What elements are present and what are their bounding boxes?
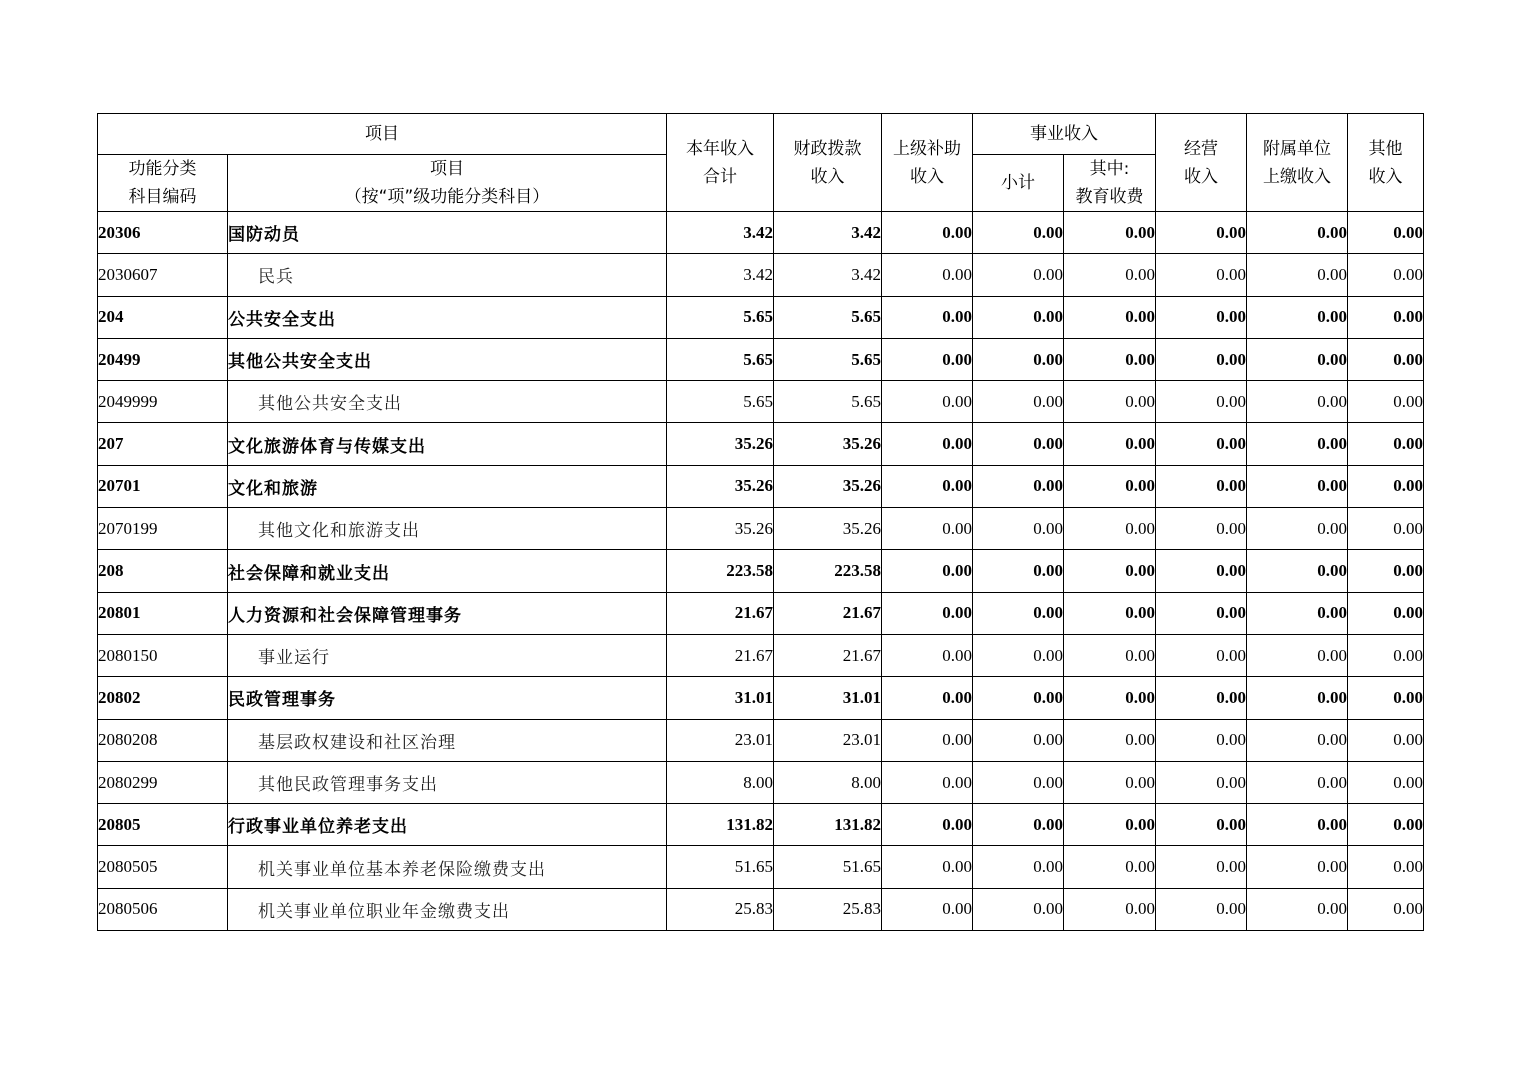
- row-value: 0.00: [882, 381, 973, 423]
- row-value: 0.00: [1348, 381, 1424, 423]
- row-value: 0.00: [1247, 508, 1348, 550]
- row-name: 国防动员: [228, 212, 667, 254]
- table-row: [98, 338, 1424, 380]
- row-value: 0.00: [1247, 761, 1348, 803]
- row-name: 机关事业单位职业年金缴费支出: [228, 888, 667, 930]
- table-row: [98, 254, 1424, 296]
- row-value: 0.00: [1064, 381, 1156, 423]
- row-value: 0.00: [882, 592, 973, 634]
- row-value: 0.00: [1348, 550, 1424, 592]
- row-value: 0.00: [1064, 677, 1156, 719]
- row-code: 2080506: [98, 888, 228, 930]
- row-value: 0.00: [1064, 296, 1156, 338]
- header-affiliated: 附属单位 上缴收入: [1247, 114, 1348, 212]
- row-value: 223.58: [774, 550, 882, 592]
- row-value: 131.82: [667, 804, 774, 846]
- row-name: 民兵: [228, 254, 667, 296]
- row-value: 0.00: [882, 677, 973, 719]
- row-value: 25.83: [667, 888, 774, 930]
- row-value: 223.58: [667, 550, 774, 592]
- row-value: 5.65: [667, 296, 774, 338]
- table-body: [98, 212, 1424, 931]
- row-value: 0.00: [1064, 592, 1156, 634]
- row-name: 基层政权建设和社区治理: [228, 719, 667, 761]
- header-func-code: 功能分类 科目编码: [98, 155, 228, 212]
- row-value: 25.83: [774, 888, 882, 930]
- row-value: 0.00: [1064, 846, 1156, 888]
- row-value: 0.00: [1064, 804, 1156, 846]
- header-superior: 上级补助 收入: [882, 114, 973, 212]
- row-value: 0.00: [1064, 761, 1156, 803]
- row-value: 0.00: [1348, 508, 1424, 550]
- row-code: 2070199: [98, 508, 228, 550]
- row-value: 23.01: [774, 719, 882, 761]
- row-value: 0.00: [973, 465, 1064, 507]
- row-value: 0.00: [1156, 423, 1247, 465]
- row-value: 0.00: [973, 508, 1064, 550]
- row-code: 20805: [98, 804, 228, 846]
- row-value: 0.00: [973, 634, 1064, 676]
- row-value: 0.00: [1064, 508, 1156, 550]
- row-value: 0.00: [1156, 212, 1247, 254]
- row-value: 0.00: [1156, 254, 1247, 296]
- row-value: 0.00: [1156, 550, 1247, 592]
- row-value: 0.00: [973, 338, 1064, 380]
- table-row: [98, 719, 1424, 761]
- row-code: 2030607: [98, 254, 228, 296]
- row-value: 21.67: [667, 634, 774, 676]
- row-value: 31.01: [774, 677, 882, 719]
- header-subtotal: 小计: [973, 155, 1064, 212]
- row-value: 0.00: [973, 212, 1064, 254]
- row-code: 20306: [98, 212, 228, 254]
- row-value: 0.00: [882, 423, 973, 465]
- row-value: 0.00: [1064, 423, 1156, 465]
- row-value: 0.00: [882, 254, 973, 296]
- row-name: 文化和旅游: [228, 465, 667, 507]
- row-code: 208: [98, 550, 228, 592]
- row-value: 0.00: [1064, 254, 1156, 296]
- row-value: 0.00: [1348, 677, 1424, 719]
- header-total: 本年收入 合计: [667, 114, 774, 212]
- row-name: 行政事业单位养老支出: [228, 804, 667, 846]
- row-value: 23.01: [667, 719, 774, 761]
- row-value: 0.00: [1156, 296, 1247, 338]
- row-name: 事业运行: [228, 634, 667, 676]
- row-value: 0.00: [882, 508, 973, 550]
- row-value: 3.42: [774, 212, 882, 254]
- row-value: 0.00: [973, 677, 1064, 719]
- row-value: 0.00: [973, 381, 1064, 423]
- row-code: 2080208: [98, 719, 228, 761]
- row-value: 0.00: [973, 846, 1064, 888]
- row-name: 民政管理事务: [228, 677, 667, 719]
- row-value: 0.00: [1348, 296, 1424, 338]
- row-value: 0.00: [1247, 212, 1348, 254]
- row-value: 0.00: [973, 550, 1064, 592]
- table-row: [98, 888, 1424, 930]
- row-value: 0.00: [1247, 804, 1348, 846]
- row-value: 0.00: [973, 804, 1064, 846]
- row-value: 35.26: [667, 508, 774, 550]
- row-value: 0.00: [1156, 592, 1247, 634]
- row-value: 0.00: [973, 719, 1064, 761]
- row-value: 0.00: [973, 888, 1064, 930]
- row-value: 3.42: [667, 254, 774, 296]
- row-value: 0.00: [1247, 888, 1348, 930]
- row-value: 0.00: [1156, 719, 1247, 761]
- header-operating: 经营 收入: [1156, 114, 1247, 212]
- row-value: 51.65: [774, 846, 882, 888]
- row-value: 0.00: [882, 804, 973, 846]
- table-row: [98, 381, 1424, 423]
- row-name: 机关事业单位基本养老保险缴费支出: [228, 846, 667, 888]
- row-value: 0.00: [973, 296, 1064, 338]
- row-code: 2080505: [98, 846, 228, 888]
- row-value: 0.00: [882, 465, 973, 507]
- row-value: 0.00: [1348, 719, 1424, 761]
- row-value: 0.00: [1348, 423, 1424, 465]
- row-value: 0.00: [1156, 465, 1247, 507]
- row-value: 0.00: [1247, 423, 1348, 465]
- row-value: 0.00: [882, 719, 973, 761]
- row-value: 0.00: [1064, 465, 1156, 507]
- row-value: 21.67: [774, 592, 882, 634]
- row-value: 0.00: [1247, 254, 1348, 296]
- row-value: 0.00: [973, 761, 1064, 803]
- row-value: 0.00: [1348, 254, 1424, 296]
- row-value: 35.26: [667, 465, 774, 507]
- row-value: 0.00: [1348, 465, 1424, 507]
- row-name: 其他公共安全支出: [228, 381, 667, 423]
- row-value: 0.00: [1247, 719, 1348, 761]
- row-value: 0.00: [1247, 338, 1348, 380]
- row-value: 0.00: [1348, 888, 1424, 930]
- row-value: 0.00: [1064, 634, 1156, 676]
- row-value: 0.00: [1156, 846, 1247, 888]
- table-row: [98, 846, 1424, 888]
- row-value: 0.00: [1156, 338, 1247, 380]
- row-value: 0.00: [1348, 592, 1424, 634]
- header-fiscal: 财政拨款 收入: [774, 114, 882, 212]
- row-name: 人力资源和社会保障管理事务: [228, 592, 667, 634]
- row-value: 0.00: [1247, 550, 1348, 592]
- row-value: 131.82: [774, 804, 882, 846]
- row-value: 0.00: [882, 212, 973, 254]
- row-value: 0.00: [1156, 634, 1247, 676]
- row-name: 其他公共安全支出: [228, 338, 667, 380]
- header-item-name: 项目 （按“项”级功能分类科目）: [228, 155, 667, 212]
- row-code: 2049999: [98, 381, 228, 423]
- row-value: 0.00: [1348, 338, 1424, 380]
- row-value: 0.00: [973, 254, 1064, 296]
- row-code: 20701: [98, 465, 228, 507]
- row-value: 0.00: [1064, 550, 1156, 592]
- table-header: [98, 114, 1424, 212]
- table-row: [98, 212, 1424, 254]
- row-value: 8.00: [667, 761, 774, 803]
- row-value: 0.00: [1156, 888, 1247, 930]
- row-name: 公共安全支出: [228, 296, 667, 338]
- row-value: 0.00: [1156, 381, 1247, 423]
- row-name: 其他民政管理事务支出: [228, 761, 667, 803]
- table-row: [98, 592, 1424, 634]
- row-value: 0.00: [882, 338, 973, 380]
- row-value: 0.00: [882, 846, 973, 888]
- row-value: 5.65: [774, 381, 882, 423]
- row-value: 3.42: [774, 254, 882, 296]
- row-value: 0.00: [1064, 338, 1156, 380]
- row-code: 2080150: [98, 634, 228, 676]
- row-value: 5.65: [667, 381, 774, 423]
- row-value: 35.26: [774, 465, 882, 507]
- table-row: [98, 296, 1424, 338]
- row-value: 5.65: [774, 338, 882, 380]
- row-code: 20802: [98, 677, 228, 719]
- row-value: 0.00: [1064, 719, 1156, 761]
- row-value: 0.00: [882, 550, 973, 592]
- row-name: 社会保障和就业支出: [228, 550, 667, 592]
- table-row: [98, 550, 1424, 592]
- row-value: 35.26: [667, 423, 774, 465]
- row-value: 0.00: [1247, 592, 1348, 634]
- row-value: 0.00: [1247, 634, 1348, 676]
- row-value: 35.26: [774, 423, 882, 465]
- row-value: 0.00: [1247, 846, 1348, 888]
- table-row: [98, 634, 1424, 676]
- row-value: 0.00: [1247, 677, 1348, 719]
- row-value: 0.00: [1247, 296, 1348, 338]
- row-value: 35.26: [774, 508, 882, 550]
- header-business: 事业收入: [973, 114, 1156, 155]
- row-code: 207: [98, 423, 228, 465]
- row-value: 0.00: [1064, 888, 1156, 930]
- table-row: [98, 761, 1424, 803]
- row-value: 31.01: [667, 677, 774, 719]
- header-other: 其他 收入: [1348, 114, 1424, 212]
- table-row: [98, 423, 1424, 465]
- row-name: 文化旅游体育与传媒支出: [228, 423, 667, 465]
- row-value: 0.00: [1348, 761, 1424, 803]
- row-value: 0.00: [1348, 212, 1424, 254]
- row-value: 0.00: [1156, 508, 1247, 550]
- row-value: 21.67: [774, 634, 882, 676]
- row-code: 204: [98, 296, 228, 338]
- row-value: 8.00: [774, 761, 882, 803]
- row-value: 0.00: [1247, 465, 1348, 507]
- table-row: [98, 465, 1424, 507]
- row-value: 0.00: [973, 592, 1064, 634]
- row-value: 0.00: [1064, 212, 1156, 254]
- header-education: 其中: 教育收费: [1064, 155, 1156, 212]
- row-code: 20499: [98, 338, 228, 380]
- row-value: 0.00: [882, 888, 973, 930]
- header-item: 项目: [98, 114, 667, 155]
- row-value: 0.00: [1156, 677, 1247, 719]
- row-value: 0.00: [1247, 381, 1348, 423]
- row-value: 0.00: [973, 423, 1064, 465]
- row-value: 21.67: [667, 592, 774, 634]
- row-value: 0.00: [882, 761, 973, 803]
- row-value: 0.00: [882, 634, 973, 676]
- table-row: [98, 677, 1424, 719]
- row-name: 其他文化和旅游支出: [228, 508, 667, 550]
- row-value: 0.00: [1348, 804, 1424, 846]
- table-row: [98, 804, 1424, 846]
- row-value: 0.00: [1348, 634, 1424, 676]
- row-code: 20801: [98, 592, 228, 634]
- row-value: 3.42: [667, 212, 774, 254]
- budget-table: [97, 113, 1424, 931]
- row-code: 2080299: [98, 761, 228, 803]
- row-value: 5.65: [774, 296, 882, 338]
- row-value: 0.00: [1156, 804, 1247, 846]
- row-value: 0.00: [882, 296, 973, 338]
- row-value: 5.65: [667, 338, 774, 380]
- row-value: 0.00: [1156, 761, 1247, 803]
- table-row: [98, 508, 1424, 550]
- row-value: 0.00: [1348, 846, 1424, 888]
- row-value: 51.65: [667, 846, 774, 888]
